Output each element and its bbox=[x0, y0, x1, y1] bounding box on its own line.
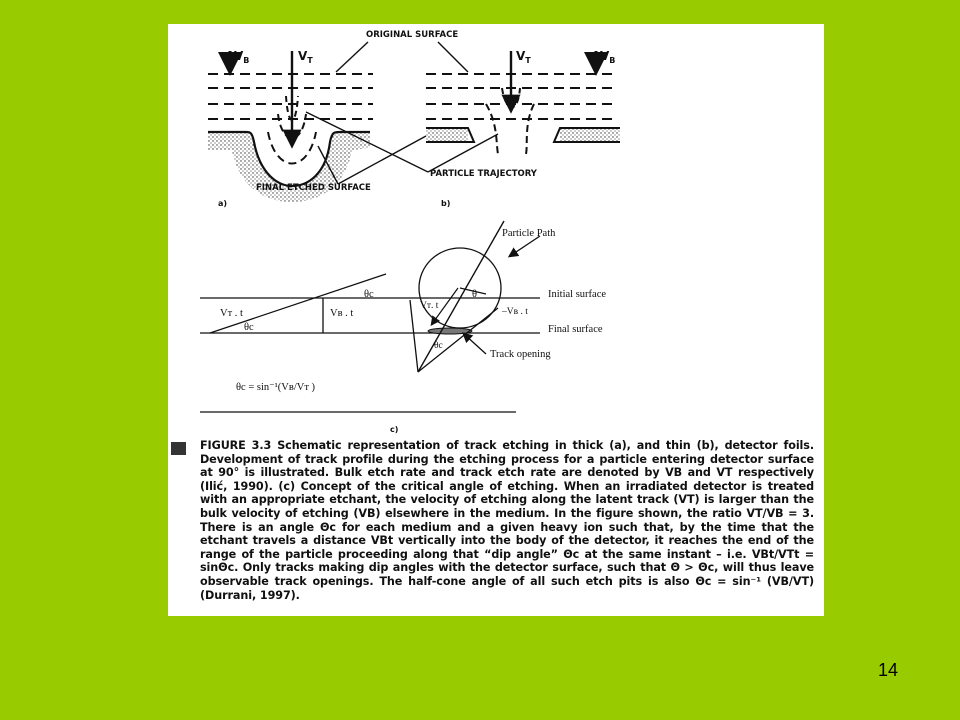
theta-label: θ bbox=[472, 289, 478, 300]
etched-stipple-region-b-left bbox=[426, 128, 468, 142]
particle-trajectory-label: PARTICLE TRAJECTORY bbox=[430, 169, 537, 179]
caption-figure-label: FIGURE 3.3 bbox=[200, 439, 272, 452]
vb-subscript-b: B bbox=[609, 56, 616, 65]
vb-t-label: Vʙ . t bbox=[330, 308, 354, 319]
scanned-figure-page bbox=[168, 24, 824, 616]
theta-c-label-cone: θc bbox=[434, 341, 443, 351]
particle-path-arrow bbox=[510, 236, 540, 256]
theta-c-label-top: θc bbox=[364, 289, 374, 300]
theta-c-label-left: θc bbox=[244, 322, 254, 333]
caption-marker bbox=[171, 442, 186, 455]
vb-label-b: V bbox=[600, 49, 610, 63]
slide-number: 14 bbox=[878, 660, 899, 680]
svg-text:VT bbox=[298, 49, 313, 65]
final-etched-surface-label: FINAL ETCHED SURFACE bbox=[256, 183, 371, 193]
vt-t-label: Vᴛ . t bbox=[220, 308, 243, 319]
critical-angle-formula: θc = sin⁻¹(Vʙ/Vᴛ ) bbox=[236, 382, 316, 393]
panel-b-label: b) bbox=[441, 199, 451, 208]
panel-c-critical-angle bbox=[200, 221, 606, 434]
track-opening-label: Track opening bbox=[490, 349, 551, 360]
track-line-left bbox=[210, 274, 386, 333]
caption-text: Schematic representation of track etching in thick (a), and thin (b), detector foils. Development of track profile during the etching process for a particle entering detector surface at 90° is illustrated. Bulk etch rate and track etch rate are denoted by VB and VT respectively (Ilić, 1990). (c) Concept of the critical angle of etching. When an irradiated detector is treated with an appropriate etchant, the velocity of etching along the latent track (VT) is larger than the bulk velocity of etching (VB) elsewhere in the medium. In the figure shown, the ratio VT/VB = 3. There is an angle Θc for each medium and a given heavy ion such that, by the time that the etchant travels a distance VBt vertically into the body of the detector, it reaches the end of the range of the particle proceeding along that “dip angle” Θc at the same instant – i.e. VBt/VTt = sinΘc. Only tracks making dip angles with the detector surface, such that Θ > Θc, will thus leave observable track openings. The half-cone angle of all such etch pits is also Θc = sin⁻¹ (VB/VT) (Durrani, 1997). bbox=[200, 439, 814, 602]
vt-t-cone-label: Vᴛ. t bbox=[420, 301, 439, 311]
figure-caption bbox=[200, 439, 814, 602]
etched-stipple-region-b-right bbox=[560, 128, 620, 142]
final-surface-label: Final surface bbox=[548, 324, 603, 335]
initial-surface-label: Initial surface bbox=[548, 289, 607, 300]
vt-subscript-b: T bbox=[525, 56, 531, 65]
vb-subscript-a: B bbox=[243, 56, 250, 65]
vb-t-cone-label: –Vʙ . t bbox=[502, 307, 528, 317]
vt-subscript-a: T bbox=[307, 56, 313, 65]
particle-path-label: Particle Path bbox=[502, 228, 556, 239]
vt-label-a: V bbox=[298, 49, 308, 63]
vb-label-a: V bbox=[234, 49, 244, 63]
panel-a-label: a) bbox=[218, 199, 228, 208]
svg-text:VT bbox=[516, 49, 531, 65]
track-opening-ellipse bbox=[428, 328, 472, 334]
original-surface-label: ORIGINAL SURFACE bbox=[366, 30, 459, 40]
panel-b-thin-foil bbox=[426, 49, 620, 208]
track-opening-arrow bbox=[464, 334, 486, 354]
vt-label-b: V bbox=[516, 49, 526, 63]
panel-c-label: c) bbox=[390, 425, 399, 434]
etch-profile-b bbox=[486, 104, 534, 154]
svg-text:VB bbox=[234, 49, 249, 65]
svg-text:VB bbox=[600, 49, 615, 65]
